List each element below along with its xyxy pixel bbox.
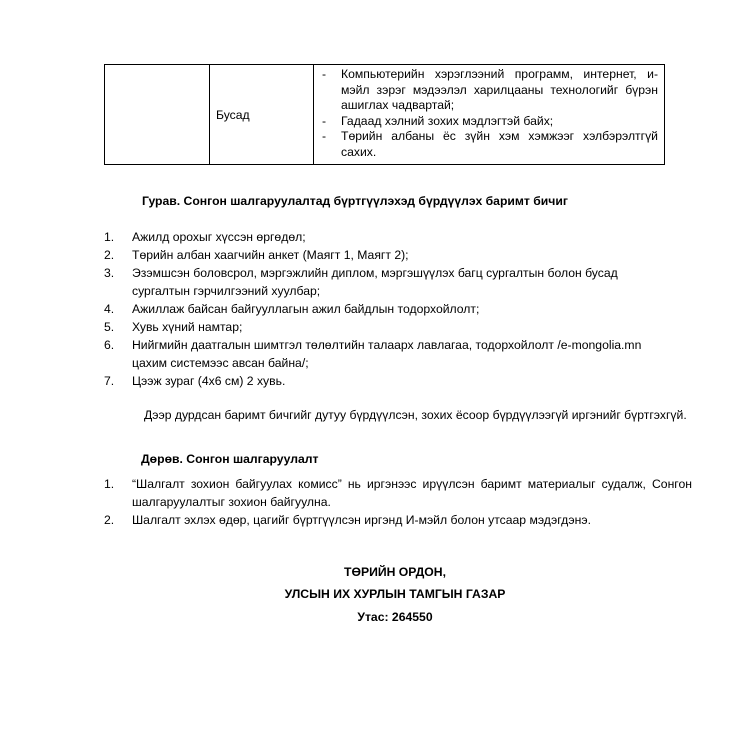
list-item [104, 318, 674, 336]
list-item [104, 264, 674, 300]
documents-list [104, 228, 674, 390]
item-text: Цээж зураг (4х6 см) 2 хувь. [132, 374, 286, 388]
list-item [314, 114, 658, 130]
item-number: 4. [104, 302, 115, 316]
table-row [105, 65, 665, 165]
requirements-cell [314, 65, 665, 165]
list-item [104, 511, 692, 529]
dash-bullet-icon: - [322, 129, 327, 143]
list-item [104, 336, 674, 372]
phone-number: Утас: 264550 [357, 610, 433, 624]
list-item-text: Компьютерийн хэрэглээний программ, интернет, и-мэйл зэрэг мэдээлэл харилцааны технологийг бүрэн ашиглах чадвартай; [341, 67, 658, 112]
section-3-heading: Гурав. Сонгон шалгаруулалтад бүртгүүлэхэд бүрдүүлэх баримт бичиг [142, 194, 568, 208]
section-4-heading: Дөрөв. Сонгон шалгаруулалт [141, 452, 319, 466]
item-number: 1. [104, 230, 115, 244]
item-number: 2. [104, 248, 115, 262]
item-text: Эзэмшсэн боловсрол, мэргэжлийн диплом, мэргэшүүлэх багц сургалтын болон бусад сургалтын гэрчилгээний хуулбар; [132, 266, 618, 298]
item-text: Ажиллаж байсан байгууллагын ажил байдлын тодорхойлолт; [132, 302, 480, 316]
item-text: “Шалгалт зохион байгуулах комисс” нь иргэнээс ирүүлсэн баримт материалыг судалж, Сонгон шалгаруулалтыг зохион байгуулна. [132, 477, 692, 509]
table-cell-empty [105, 65, 210, 165]
item-text: Төрийн албан хаагчийн анкет (Маягт 1, Маягт 2); [132, 248, 409, 262]
list-item [104, 300, 674, 318]
requirements-list [314, 67, 658, 160]
requirements-table [104, 64, 665, 165]
item-text: Хувь хүний намтар; [132, 320, 243, 334]
row-label: Бусад [210, 65, 314, 165]
list-item [104, 246, 674, 264]
item-number: 2. [104, 513, 115, 527]
list-item [314, 129, 658, 160]
list-item-text: Төрийн албаны ёс зүйн хэм хэмжээг хэлбэрэлтгүй сахих. [341, 129, 658, 159]
item-number: 6. [104, 338, 115, 352]
signature-line-2: УЛСЫН ИХ ХУРЛЫН ТАМГЫН ГАЗАР [284, 587, 506, 601]
list-item [104, 372, 674, 390]
list-item [104, 475, 692, 511]
item-number: 3. [104, 266, 115, 280]
dash-bullet-icon: - [322, 67, 327, 81]
note-paragraph: Дээр дурдсан баримт бичгийг дутуу бүрдүүлсэн, зохих ёсоор бүрдүүлээгүй иргэнийг бүртгэхгүй. [144, 408, 687, 422]
selection-list [104, 475, 692, 529]
dash-bullet-icon: - [322, 113, 327, 128]
item-text: Ажилд орохыг хүссэн өргөдөл; [132, 230, 306, 244]
list-item [104, 228, 674, 246]
item-text: Шалгалт эхлэх өдөр, цагийг бүртгүүлсэн иргэнд И-мэйл болон утсаар мэдэгдэнэ. [132, 513, 591, 527]
item-number: 1. [104, 477, 115, 491]
item-number: 7. [104, 374, 115, 388]
signature-line-1: ТӨРИЙН ОРДОН, [344, 565, 446, 579]
list-item-text: Гадаад хэлний зохих мэдлэгтэй байх; [341, 113, 554, 128]
item-number: 5. [104, 320, 115, 334]
item-text: Нийгмийн даатгалын шимтгэл төлөлтийн талаарх лавлагаа, тодорхойлолт /e-mongolia.mn цахим системээс авсан байна/; [132, 338, 642, 370]
list-item [314, 67, 658, 114]
